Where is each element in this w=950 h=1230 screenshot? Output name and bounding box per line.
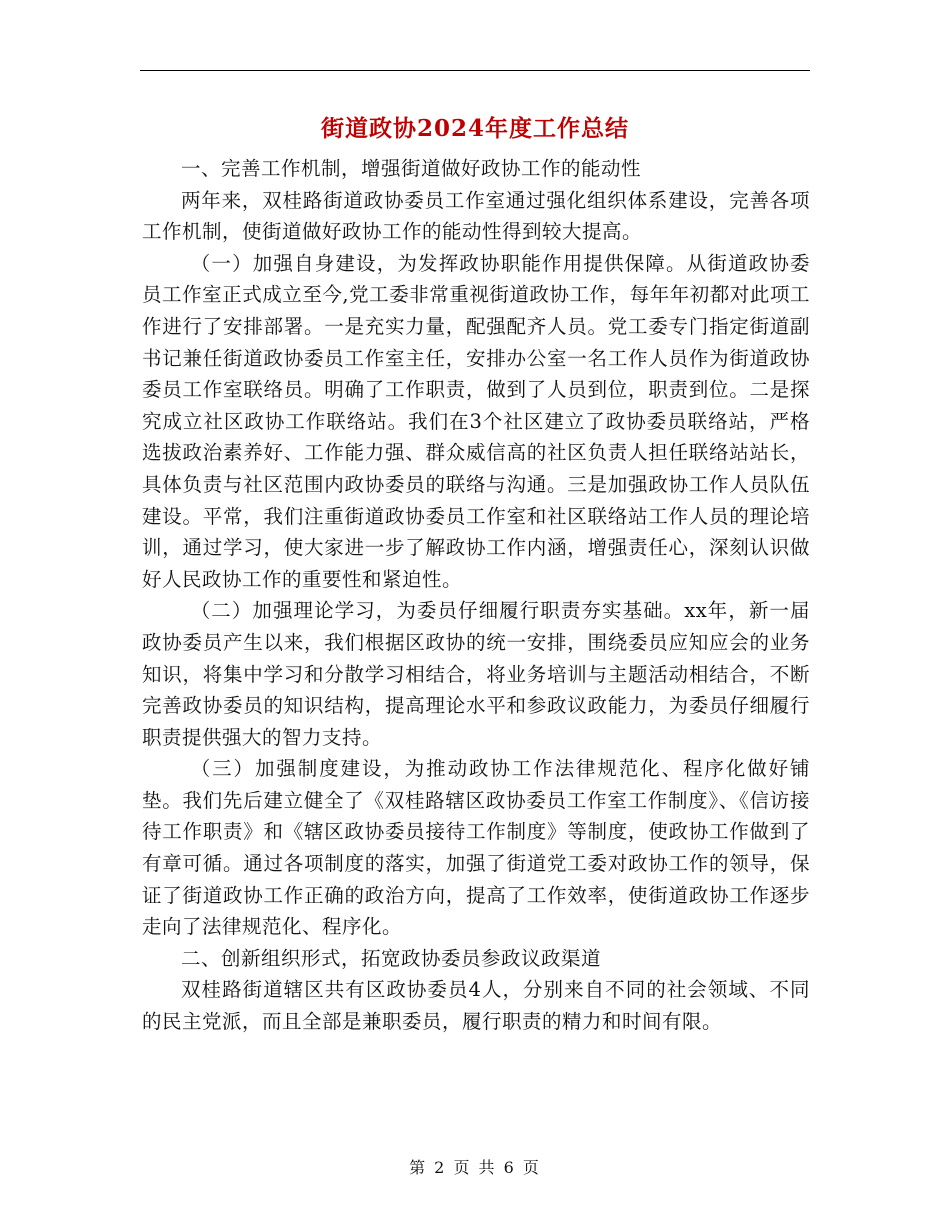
paragraph-item-1: （一）加强自身建设，为发挥政协职能作用提供保障。从街道政协委员工作室正式成立至今,党工委非常重视街道政协工作，每年年初都对此项工作进行了安排部署。一是充实力量，配强配齐人员。党工委专门指定街道副书记兼任街道政协委员工作室主任，安排办公室一名工作人员作为街道政协委员工作室联络员。明确了工作职责，做到了人员到位，职责到位。二是探究成立社区政协工作联络站。我们在3个社区建立了政协委员联络站，严格选拔政治素养好、工作能力强、群众威信高的社区负责人担任联络站站长，具体负责与社区范围内政协委员的联络与沟通。三是加强政协工作人员队伍建设。平常，我们注重街道政协委员工作室和社区联络站工作人员的理论培训，通过学习，使大家进一步了解政协工作内涵，增强责任心，深刻认识做好人民政协工作的重要性和紧迫性。 — [142, 251, 810, 591]
header-rule — [140, 70, 810, 71]
document-title: 街道政协2024年度工作总结 — [320, 115, 629, 142]
paragraph-item-2: （二）加强理论学习，为委员仔细履行职责夯实基础。xx年，新一届政协委员产生以来，我们根据区政协的统一安排，围绕委员应知应会的业务知识，将集中学习和分散学习相结合，将业务培训与主题活动相结合，不断完善政协委员的知识结构，提高理论水平和参政议政能力，为委员仔细履行职责提供强大的智力支持。 — [142, 599, 810, 749]
section-heading-2: 二、创新组织形式，拓宽政协委员参政议政渠道 — [181, 946, 602, 970]
paragraph-intro: 两年来，双桂路街道政协委员工作室通过强化组织体系建设，完善各项工作机制，使街道做好政协工作的能动性得到较大提高。 — [142, 188, 810, 244]
document-body — [142, 153, 810, 1038]
section-heading-1: 一、完善工作机制，增强街道做好政协工作的能动性 — [181, 157, 642, 180]
page-number-footer: 第 2 页 共 6 页 — [409, 1158, 541, 1177]
paragraph-section-2: 双桂路街道辖区共有区政协委员4人，分别来自不同的社会领域、不同的民主党派，而且全部是兼职委员，履行职责的精力和时间有限。 — [142, 978, 810, 1034]
paragraph-item-3: （三）加强制度建设，为推动政协工作法律规范化、程序化做好铺垫。我们先后建立健全了《双桂路辖区政协委员工作室工作制度》、《信访接待工作职责》和《辖区政协委员接待工作制度》等制度，使政协工作做到了有章可循。通过各项制度的落实，加强了街道党工委对政协工作的领导，保证了街道政协工作正确的政治方向，提高了工作效率，使街道政协工作逐步走向了法律规范化、程序化。 — [142, 757, 810, 939]
